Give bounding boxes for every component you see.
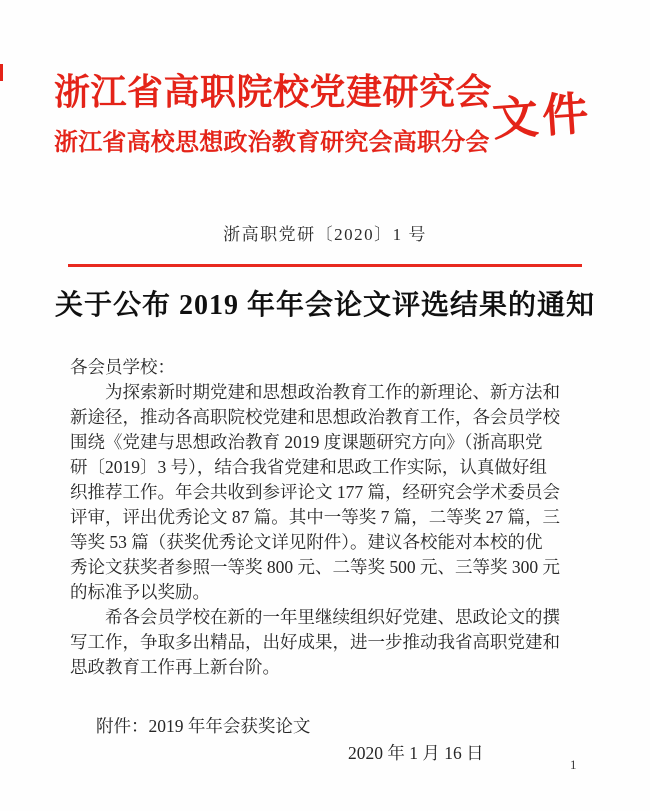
paragraph-2 <box>70 605 582 680</box>
body-line: 秀论文获奖者参照一等奖 800 元、二等奖 500 元、三等奖 300 元 <box>70 557 560 577</box>
body-line: 的标准予以奖励。 <box>70 582 210 602</box>
body-line: 研〔2019〕3 号），结合我省党建和思政工作实际，认真做好组 <box>70 457 547 477</box>
body-line: 织推荐工作。年会共收到参评论文 177 篇，经研究会学术委员会 <box>70 482 560 502</box>
issuing-org-line1: 浙江省高职院校党建研究会 <box>54 72 493 112</box>
paragraph-1 <box>70 380 582 605</box>
date-line: 2020 年 1 月 16 日 <box>348 743 484 763</box>
body-line: 希各会员学校在新的一年里继续组织好党建、思政论文的撰 <box>105 607 560 627</box>
body-line: 围绕《党建与思想政治教育 2019 度课题研究方向》（浙高职党 <box>70 432 543 452</box>
page-number: 1 <box>570 757 577 772</box>
body-line: 新途径，推动各高职院校党建和思想政治教育工作，各会员学校 <box>70 407 560 427</box>
red-divider-rule <box>68 264 582 267</box>
document-title: 关于公布 2019 年年会论文评选结果的通知 <box>54 290 595 321</box>
body-line: 等奖 53 篇（获奖优秀论文详见附件）。建议各校能对本校的优 <box>70 532 543 552</box>
doc-number: 浙高职党研〔2020〕1 号 <box>223 225 427 244</box>
attachment-line: 附件：2019 年年会获奖论文 <box>96 716 311 736</box>
salutation: 各会员学校： <box>70 357 175 377</box>
scan-edge-artifact <box>0 64 3 81</box>
body-line: 写工作，争取多出精品，出好成果，进一步推动我省高职党建和 <box>70 632 560 652</box>
body-line: 评审，评出优秀论文 87 篇。其中一等奖 7 篇，二等奖 27 篇，三 <box>70 507 560 527</box>
body-line: 为探索新时期党建和思想政治教育工作的新理论、新方法和 <box>105 382 560 402</box>
issuing-org-line2: 浙江省高校思想政治教育研究会高职分会 <box>54 130 490 156</box>
body-line: 思政教育工作再上新台阶。 <box>70 657 280 677</box>
document-body <box>70 355 582 680</box>
doc-type-label: 文件 <box>490 87 594 146</box>
